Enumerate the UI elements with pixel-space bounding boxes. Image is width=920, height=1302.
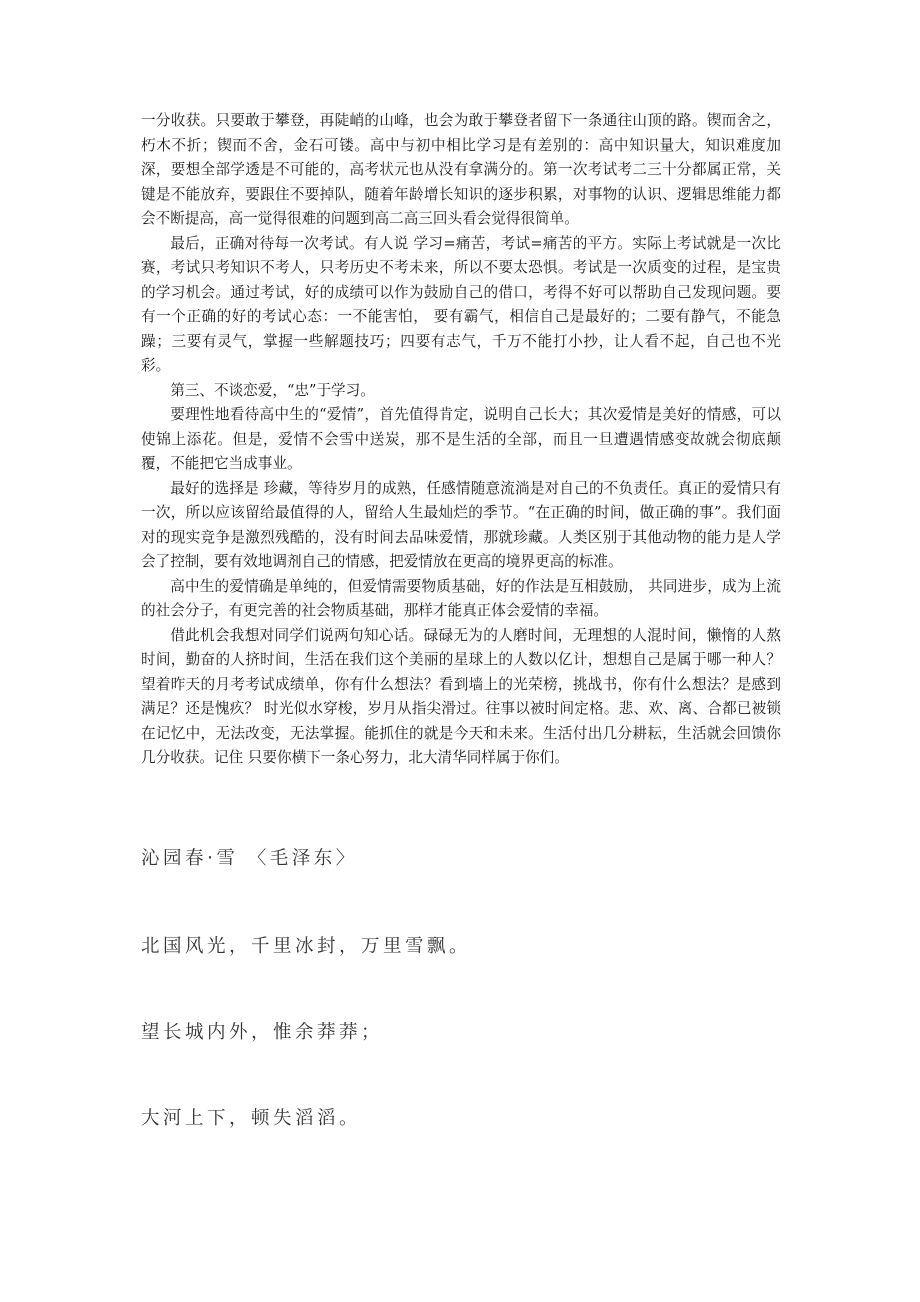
poem-line: 望长城内外，惟余莽莽； (141, 1022, 384, 1043)
poem-line: 大河上下，顿失滔滔。 (141, 1108, 362, 1129)
section-heading: 第三、不谈恋爱，“忠”于学习。 (170, 381, 375, 399)
essay-body (141, 109, 781, 771)
poem-line: 北国风光，千里冰封，万里雪飘。 (141, 936, 472, 957)
poem-title: 沁园春·雪 〈毛泽东〉 (141, 848, 358, 869)
paragraph: 最好的选择是 珍藏，等待岁月的成熟，任感情随意流淌是对自己的不负责任。真正的爱情只有一次，所以应该留给最值得的人，留给人生最灿烂的季节。“在正确的时间，做正确的事”。我们面对的现实竞争是激烈残酷的，没有时间去品味爱情，那就珍藏。人类区别于其他动物的能力是人学会了控制，要有效地调剂自己的情感，把爱情放在更高的境界更高的标准。 (141, 479, 781, 570)
paragraph: 最后，正确对待每一次考试。有人说 学习=痛苦，考试=痛苦的平方。实际上考试就是一次比赛，考试只考知识不考人，只考历史不考未来，所以不要太恐惧。考试是一次质变的过程，是宝贵的学习机会。通过考试，好的成绩可以作为鼓励自己的借口，考得不好可以帮助自己发现问题。要有一个正确的好的考试心态：一不能害怕， 要有霸气，相信自己是最好的；二要有静气，不能急躁；三要有灵气，掌握一些解题技巧；四要有志气，千万不能打小抄，让人看不起，自己也不光彩。 (141, 234, 781, 374)
paragraph: 高中生的爱情确是单纯的，但爱情需要物质基础，好的作法是互相鼓励， 共同进步，成为上流的社会分子，有更完善的社会物质基础，那样才能真正体会爱情的幸福。 (141, 577, 781, 619)
paragraph: 一分收获。只要敢于攀登，再陡峭的山峰，也会为敢于攀登者留下一条通往山顶的路。锲而舍之，朽木不折；锲而不舍，金石可镂。高中与初中相比学习是有差别的：高中知识量大，知识难度加深，要想全部学透是不可能的，高考状元也从没有拿满分的。第一次考试考二三十分都属正常，关键是不能放弃，要跟住不要掉队，随着年龄增长知识的逐步积累，对事物的认识、逻辑思维能力都会不断提高，高一觉得很难的问题到高二高三回头看会觉得很简单。 (141, 112, 781, 227)
paragraph: 借此机会我想对同学们说两句知心话。碌碌无为的人磨时间，无理想的人混时间，懒惰的人熬时间，勤奋的人挤时间，生活在我们这个美丽的星球上的人数以亿计，想想自己是属于哪一种人？望着昨天的月考考试成绩单，你有什么想法？看到墙上的光荣榜，挑战书，你有什么想法？是感到满足？还是愧疚？ 时光似水穿梭，岁月从指尖滑过。往事以被时间定格。悲、欢、离、合都已被锁在记忆中，无法改变，无法掌握。能抓住的就是今天和未来。生活付出几分耕耘，生活就会回馈你几分收获。记住 只要你横下一条心努力，北大清华同样属于你们。 (141, 626, 781, 766)
paragraph: 要理性地看待高中生的“爱情”，首先值得肯定，说明自己长大；其次爱情是美好的情感，可以使锦上添花。但是，爱情不会雪中送炭，那不是生活的全部，而且一旦遭遇情感变故就会彻底颠覆，不能把它当成事业。 (141, 406, 781, 472)
